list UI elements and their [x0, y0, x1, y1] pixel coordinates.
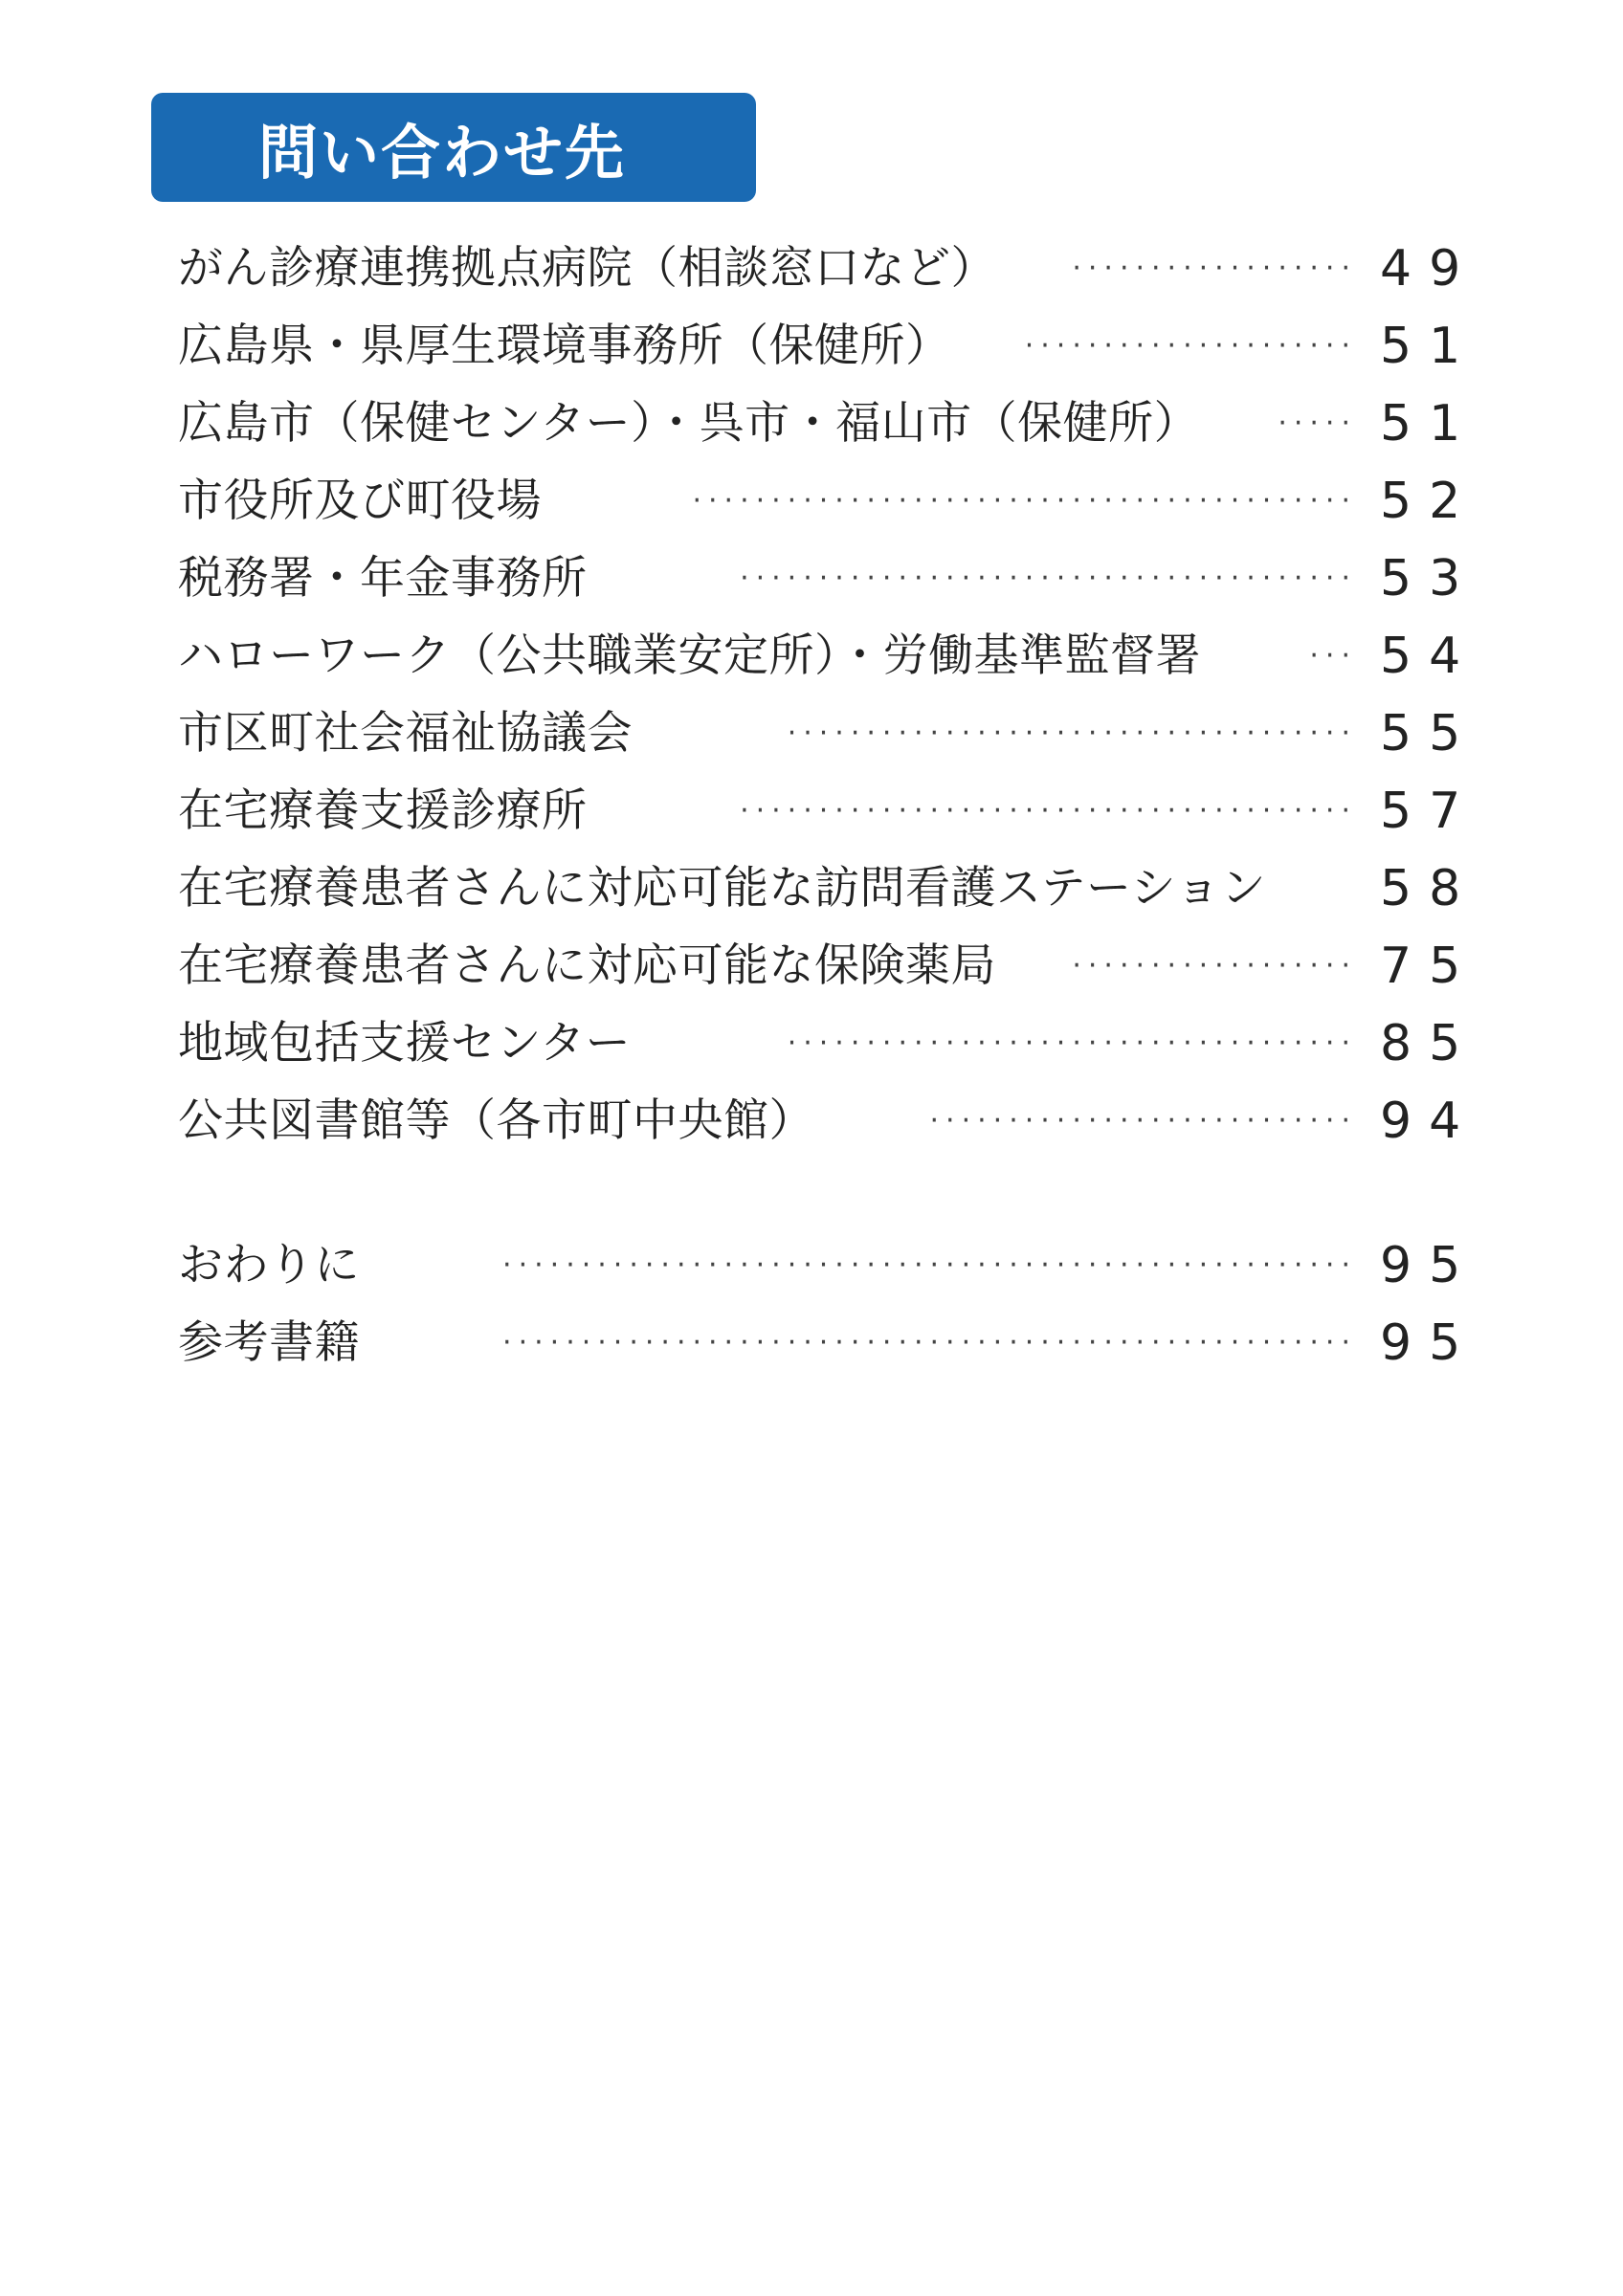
toc-item-label: ハローワーク（公共職業安定所）・労働基準監督署 [178, 629, 1201, 682]
toc-item-page: 95 [1380, 1314, 1478, 1372]
toc-item-label: 市区町社会福祉協議会 [178, 707, 633, 760]
toc-item-page: 52 [1380, 472, 1478, 530]
toc-leader-dots: ····· [1278, 408, 1357, 438]
toc-item-page: 55 [1380, 704, 1478, 762]
toc-item[interactable] [178, 462, 1476, 540]
toc-item-label: 広島県・県厚生環境事務所（保健所） [178, 320, 951, 372]
toc-item-page: 51 [1380, 394, 1478, 453]
toc-item-label: 参考書籍 [178, 1316, 360, 1369]
toc-item[interactable] [178, 617, 1476, 695]
toc-leader-dots: ··························· [929, 1106, 1357, 1136]
toc-leader-dots: ···································· [787, 1028, 1357, 1058]
toc-leader-dots: ·················· [1072, 951, 1357, 981]
toc-item[interactable] [178, 695, 1476, 772]
toc-item-label: 地域包括支援センター [178, 1017, 632, 1070]
toc-item-page: 75 [1380, 937, 1478, 995]
toc-leader-dots: ··· [1309, 641, 1357, 671]
section-title: 問い合わせ先 [257, 117, 626, 188]
toc-item[interactable] [178, 927, 1476, 1004]
toc-item-label: 在宅療養患者さんに対応可能な保険薬局 [178, 939, 996, 992]
toc-leader-dots: ······································· [740, 563, 1357, 593]
toc-item-label: 広島市（保健センター）・呉市・福山市（保健所） [178, 397, 1200, 450]
toc-item-page: 51 [1380, 317, 1478, 375]
toc-item[interactable] [178, 1004, 1476, 1082]
toc-leader-dots: ······································· [740, 796, 1357, 826]
toc-item-label: 在宅療養患者さんに対応可能な訪問看護ステーション [178, 862, 1267, 915]
toc-item[interactable] [178, 1304, 1476, 1381]
toc-item[interactable] [178, 307, 1476, 385]
toc-item[interactable] [178, 385, 1476, 462]
toc-item[interactable] [178, 850, 1476, 927]
toc-item[interactable] [178, 1082, 1476, 1159]
toc-leader-dots: ······················································ [502, 1328, 1357, 1358]
toc-item-label: おわりに [178, 1239, 360, 1292]
toc-item-label: 市役所及び町役場 [178, 475, 542, 527]
toc-item-page: 95 [1380, 1236, 1478, 1294]
toc-item[interactable] [178, 230, 1476, 307]
toc-item-label: がん診療連携拠点病院（相談窓口など） [178, 242, 996, 295]
toc-item-page: 53 [1380, 549, 1478, 607]
toc-item-page: 49 [1380, 239, 1478, 298]
toc-leader-dots: ······················································ [502, 1250, 1357, 1280]
toc-extra-list [178, 1226, 1476, 1381]
toc-leader-dots: ···································· [787, 718, 1357, 748]
toc-leader-dots: ·················· [1072, 254, 1357, 283]
toc-item-label: 公共図書館等（各市町中央館） [178, 1094, 814, 1147]
toc-item-label: 税務署・年金事務所 [178, 552, 588, 605]
section-header [151, 93, 756, 202]
toc-leader-dots: ····················· [1024, 331, 1357, 361]
toc-item-page: 57 [1380, 782, 1478, 840]
toc-item-label: 在宅療養支援診療所 [178, 784, 588, 837]
toc-leader-dots: ·········································· [692, 486, 1357, 516]
toc-item-page: 85 [1380, 1014, 1478, 1072]
toc-item-page: 58 [1380, 859, 1478, 917]
toc-item[interactable] [178, 1226, 1476, 1304]
toc-item-page: 54 [1380, 627, 1478, 685]
toc-item[interactable] [178, 540, 1476, 617]
toc-item[interactable] [178, 772, 1476, 850]
toc-item-page: 94 [1380, 1092, 1478, 1150]
toc-list [178, 230, 1476, 1159]
